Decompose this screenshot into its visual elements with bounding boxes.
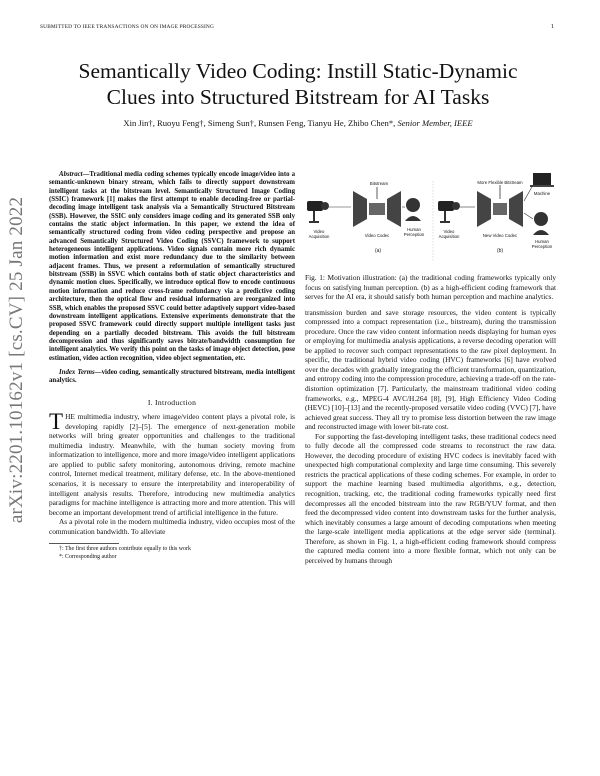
right-paragraph-2: For supporting the fast-developing intelligent tasks, these traditional codecs need to fully decode all the compressed code streams to reconstruct the raw data. However, the decoding procedure of existing HVC codecs is inevitably faced with unexpected high computational complexity and large time consuming. This severely restricts the practical applications of these coding schemes. For example, in order to support the machine learning based multimedia algorithms, e.g., detection, recognition, tracking, etc, the traditional coding frameworks typically need first decompresses all the encoded bitstream into the raw RGB/YUV format, and then feed the decompressed video content into downstream tasks for the further analysis, which inevitably consumes a large amount of decoding computations when meeting the large-scale intelligent media applications at the edge server side (terminal). Therefore, as shown in Fig. 1, a high-efficient coding framework should compress the captured media content into a more flexible format, which not only can be perceived by humans through xyxy=(305,431,556,565)
right-column xyxy=(305,171,556,565)
footnote-corresponding-author: *: Corresponding author xyxy=(59,553,117,560)
left-column xyxy=(49,171,295,561)
intro-paragraph-2: As a pivotal role in the modern multimedia industry, video occupies most of the communication bandwidth. To alleviate xyxy=(49,517,295,536)
index-terms-text: —video coding, semantically structured bitstream, media intelligent analytics. xyxy=(49,368,295,385)
paper-title xyxy=(40,58,556,110)
title-line-1: Semantically Video Coding: Instill Static-Dynamic xyxy=(78,59,518,83)
abstract-lead: Abstract xyxy=(59,171,83,178)
figure-1 xyxy=(305,171,556,271)
machine-icon xyxy=(530,173,554,187)
intro-paragraph-1-text: HE multimedia industry, where image/video content plays a pivotal role, is developing rapidly [2]–[5]. The emergence of next-generation mobile networks will bring greater opportunities and challenges to the traditional multimedia industry. Meanwhile, with the human society moving from informatization to intelligence, more and more image/video intelligent applications are applied to public safety monitoring, autonomous driving, remote machine control, Internet medical treatment, military defense, etc. In the above-mentioned scenarios, it is necessary to ensure the interpretability and interoperability of intelligent analysis results. Therefore, introducing new multimedia analytics paradigms for machine intelligence is attracting more and more attention. This will become an important development trend of artificial intelligence in the future. xyxy=(49,412,295,517)
author-affiliation: Senior Member, IEEE xyxy=(397,118,473,128)
human-perception-icon xyxy=(405,198,421,221)
human-perception-icon-b xyxy=(533,212,549,235)
figure-1-illustration xyxy=(305,171,556,271)
label-video-acquisition-b: Video Acquisition xyxy=(438,229,460,239)
arxiv-stamp-text: arXiv:2201.10162v1 [cs.CV] 25 Jan 2022 xyxy=(6,196,27,524)
camera-icon-b xyxy=(438,201,460,223)
camera-icon xyxy=(307,201,329,223)
drop-cap: T xyxy=(49,409,64,435)
label-more-flexible-bitstream: More Flexible Bitstream xyxy=(477,180,523,185)
page-number: 1 xyxy=(550,23,554,30)
section-heading-introduction: I. Introduction xyxy=(147,397,197,407)
index-terms xyxy=(49,369,295,386)
author-names: Xin Jin†, Ruoyu Feng†, Simeng Sun†, Runsen Feng, Tianyu He, Zhibo Chen*, xyxy=(123,118,396,128)
label-new-video-codec: New Video Codec xyxy=(482,233,518,238)
label-human-perception: Human Perception xyxy=(403,227,425,237)
index-terms-lead: Index Terms xyxy=(59,368,95,376)
label-b: (b) xyxy=(496,248,504,254)
figure-1-caption: Fig. 1: Motivation illustration: (a) the traditional coding frameworks typically only focus on satisfying human perception. (b) as a high-efficient coding framework that serves for the AI era, it should satisfy both human perception and machine analytics. xyxy=(305,273,556,302)
title-line-2: Clues into Structured Bitstream for AI Tasks xyxy=(106,85,490,109)
label-human-perception-b: Human Perception xyxy=(531,239,553,249)
arxiv-stamp xyxy=(6,160,28,560)
right-paragraph-1: transmission burden and save storage resources, the video content is typically compressed into a compact representation (i.e., bitstream), during the transmission procedure. Once the raw video content information needs displaying for human eyes or employing for multimedia analysis applications, a reverse decoding operation will be applied to recover such compact representations to the raw pixel deployment. In specific, the traditional hybrid video coding (HVC) frameworks [6] have evolved over the decades with gradually integrating the efficient transformation, quantization, and entropy coding into the compression procedure, achieving a trade-off on the rate-distortion optimization [7]. Particularly, the mainstream traditional video coding frameworks, e.g., MPEG-4 AVC/H.264 [8], [9], High Efficiency Video Coding (HEVC) [10]–[13] and the recently-proposed versatile video coding (VVC) [7], have achieved great success. They all try to promise less distortion between the raw image and reconstructed image with lower bit-rate cost. xyxy=(305,307,556,432)
label-a: (a) xyxy=(374,248,382,254)
author-list xyxy=(40,118,556,128)
footnote-equal-contribution: †: The first three authors contribute equally to this work xyxy=(59,546,191,553)
abstract xyxy=(49,171,295,363)
running-header: SUBMITTED TO IEEE TRANSACTIONS ON ON IMAGE PROCESSING xyxy=(40,24,215,30)
abstract-text: —Traditional media coding schemes typically encode image/video into a semantic-unknown binary stream, which fails to directly support downstream intelligent tasks at the bitstream level. Semantically Structured Image Coding (SSIC) framework [1] makes the first attempt to enable decoding-free or partial-decoding image intelligent task analysis via a Semantically Structured Bitstream (SSB). However, the SSIC only considers image coding and its generated SSB only contains the static object information. In this paper, we extend the idea of semantically structured coding from video coding perspective and propose an advanced Semantically Structured Video Coding (SSVC) framework to support heterogeneous intelligent applications. Video signals contain more rich dynamic motion information and exist more redundancy due to the similarity between adjacent frames. Thus, we present a reformulation of semantically structured bitstream (SSB) in SSVC which contains both of static object characteristics and dynamic motion clues. Specifically, we introduce optical flow to encode continuous motion information and reduce cross-frame redundancy via a predictive coding architecture, then the optical flow and residual information are reorganized into SSB, which enables the proposed SSVC could better adaptively support video-based downstream intelligent applications. Extensive experiments demonstrate that the proposed SSVC framework could directly support multiple intelligent tasks just depending on a partially decoded bitstream. This avoids the full bitstream decompression and thus significantly saves bitrate/bandwidth consumption for intelligent analytics. We verify this point on the tasks of image object detection, pose estimation, video action recognition, video object segmentation, etc. xyxy=(49,171,295,362)
label-video-codec: Video Codec xyxy=(364,233,390,238)
footnote-rule xyxy=(49,543,119,544)
label-machine: Machine xyxy=(533,191,551,196)
label-video-acquisition: Video Acquisition xyxy=(308,229,330,239)
label-bitstream: Bitstream xyxy=(369,181,389,186)
intro-paragraph-1 xyxy=(49,409,295,517)
